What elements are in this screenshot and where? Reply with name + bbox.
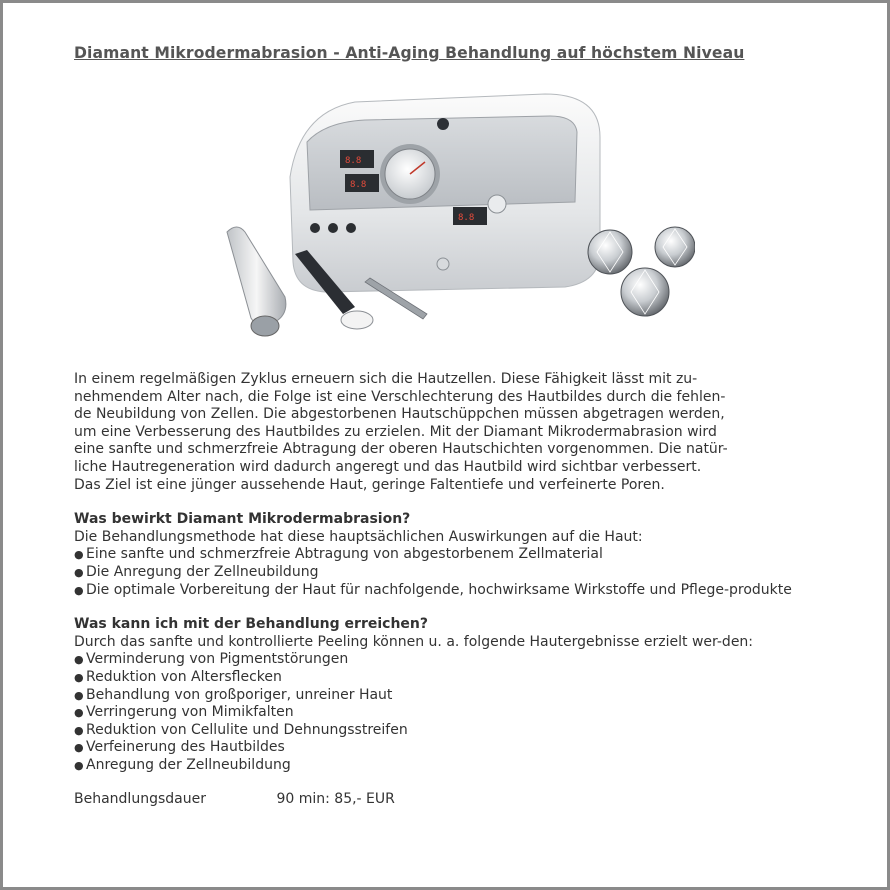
list-item: ● Reduktion von Altersflecken [74,669,816,687]
bullet-list [74,651,816,774]
svg-text:8.8: 8.8 [350,180,367,190]
content [74,371,816,809]
page-title: Diamant Mikrodermabrasion - Anti-Aging Behandlung auf höchstem Niveau [74,44,745,62]
list-item: ● Die optimale Vorbereitung der Haut für nachfolgende, hochwirksame Wirkstoffe und Pflege-produkte [74,582,816,600]
duration-label: Behandlungsdauer [74,791,206,808]
intro-line: nehmendem Alter nach, die Folge ist eine Verschlechterung des Hautbildes durch die fehlen- [74,388,726,405]
intro-line: liche Hautregeneration wird dadurch angeregt und das Hautbild wird sichtbar verbessert. [74,458,702,475]
section-heading: Was kann ich mit der Behandlung erreichen? [74,616,428,633]
product-image [215,82,695,357]
list-item: ● Behandlung von großporiger, unreiner Haut [74,687,816,705]
handpiece-ultrasonic [227,227,286,336]
diamond-tips [588,227,695,316]
section-effects [74,511,816,599]
list-item: ● Anregung der Zellneubildung [74,757,816,775]
intro-line: um eine Verbesserung des Hautbildes zu erzielen. Mit der Diamant Mikrodermabrasion wird [74,423,717,440]
intro-paragraph [74,371,816,494]
device-body [290,94,600,292]
intro-line: eine sanfte und schmerzfreie Abtragung der oberen Hautschichten vorgenommen. Die natür- [74,441,728,458]
section-heading: Was bewirkt Diamant Mikrodermabrasion? [74,511,411,528]
list-item: ● Eine sanfte und schmerzfreie Abtragung von abgestorbenem Zellmaterial [74,546,816,564]
svg-text:8.8: 8.8 [345,156,362,166]
section-intro: Durch das sanfte und kontrollierte Peeling können u. a. folgende Hautergebnisse erzielt wer-den: [74,633,754,650]
intro-line: Das Ziel ist eine jünger aussehende Haut, geringe Faltentiefe und verfeinerte Poren. [74,476,665,493]
list-item: ● Die Anregung der Zellneubildung [74,564,816,582]
intro-line: In einem regelmäßigen Zyklus erneuern sich die Hautzellen. Diese Fähigkeit lässt mit zu- [74,371,698,387]
duration-row [74,791,816,809]
list-item: ● Verringerung von Mimikfalten [74,704,816,722]
svg-text:8.8: 8.8 [458,213,475,223]
section-results [74,616,816,774]
bullet-list [74,546,816,599]
list-item: ● Verminderung von Pigmentstörungen [74,651,816,669]
list-item: ● Verfeinerung des Hautbildes [74,739,816,757]
intro-line: de Neubildung von Zellen. Die abgestorbenen Hautschüppchen müssen abgetragen werden, [74,406,725,423]
duration-value: 90 min: 85,- EUR [276,791,395,808]
list-item: ● Reduktion von Cellulite und Dehnungsstreifen [74,722,816,740]
section-intro: Die Behandlungsmethode hat diese hauptsächlichen Auswirkungen auf die Haut: [74,528,643,545]
